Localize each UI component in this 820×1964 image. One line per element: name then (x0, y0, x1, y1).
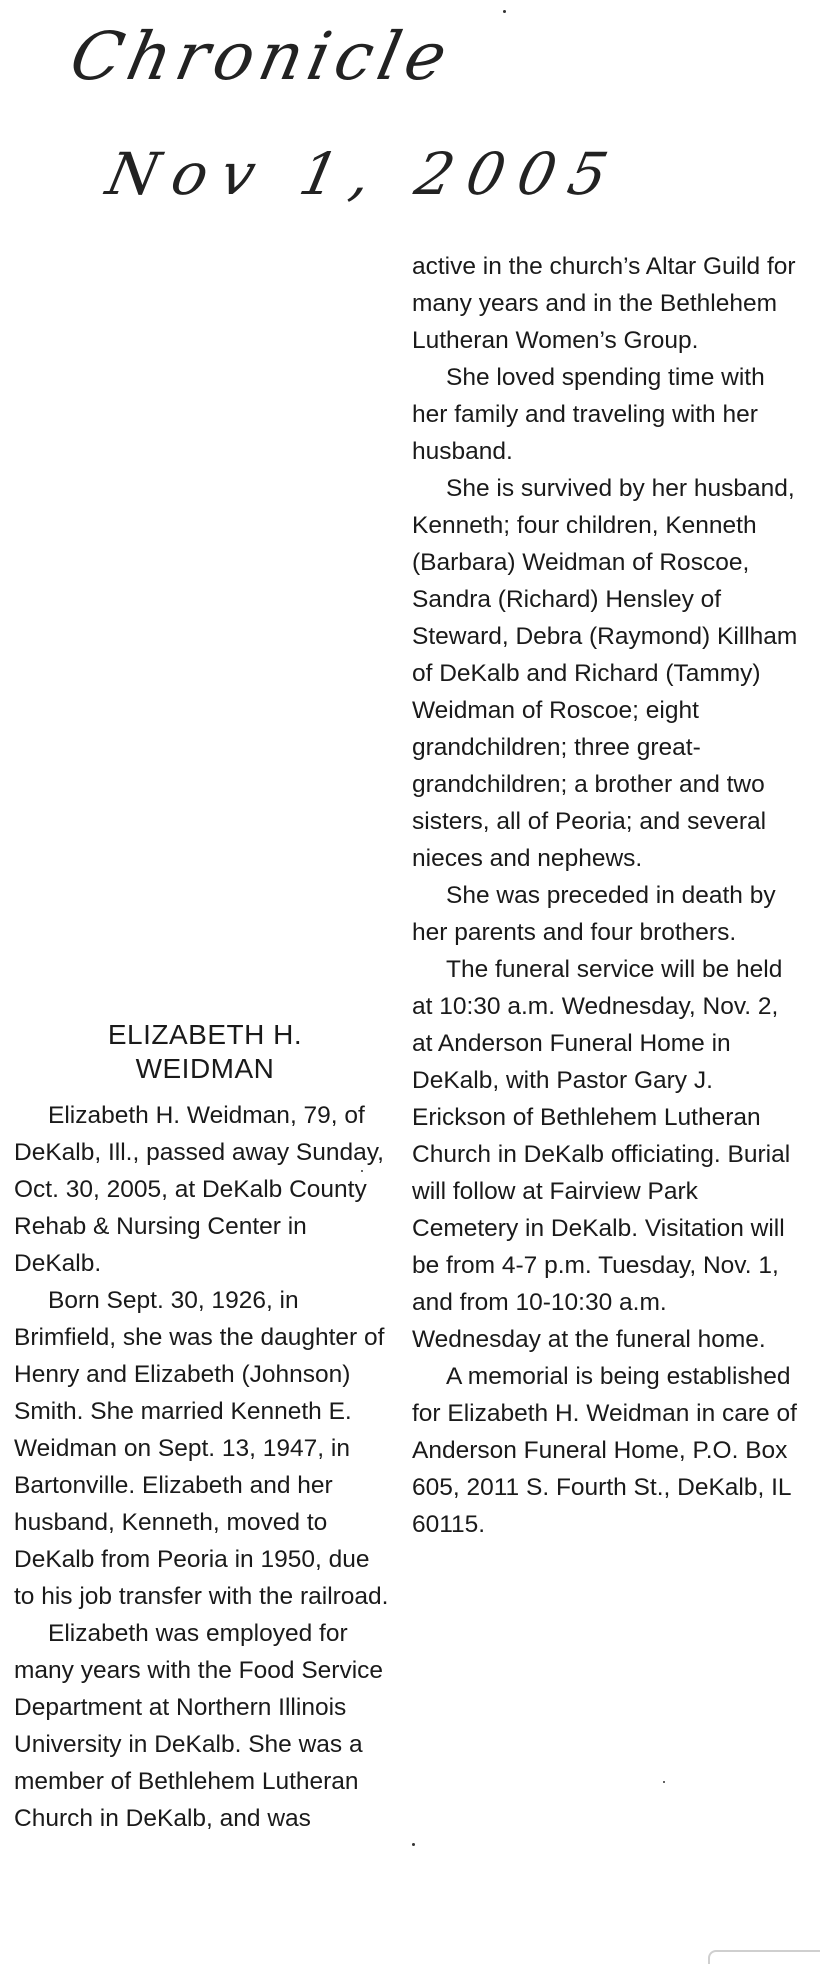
paragraph-survivors: She is survived by her husband, Kenneth; four children, Kenneth (Barbara) Weidman of Roscoe, Sandra (Richard) Hensley of Steward, Debra (Raymond) Killham of DeKalb and Richard (Tammy) Weidman of Roscoe; eight grandchildren; three great-grandchildren; a brother and two sisters, all of Peoria; and several nieces and nephews. (412, 475, 798, 872)
paragraph-preceded: She was preceded in death by her parents and four brothers. (412, 882, 776, 946)
obituary-headline: ELIZABETH H. WEIDMAN (107, 1019, 303, 1084)
paragraph-funeral-service: The funeral service will be held at 10:30 a.m. Wednesday, Nov. 2, at Anderson Funeral Home in DeKalb, with Pastor Gary J. Erickson of Bethlehem Lutheran Church in DeKalb officiating. Burial will follow at Fairview Park Cemetery in DeKalb. Visitation will be from 4-7 p.m. Tuesday, Nov. 1, and from 10-10:30 a.m. Wednesday at the funeral home. (412, 956, 791, 1353)
handwritten-date-note: Nov 1, 2005 (100, 140, 628, 208)
scan-speck (412, 1843, 415, 1846)
paragraph-early-life: Born Sept. 30, 1926, in Brimfield, she was the daughter of Henry and Elizabeth (Johnson) Smith. She married Kenneth E. Weidman on Sept. 13, 1947, in Bartonville. Elizabeth and her husband, Kenneth, moved to DeKalb from Peoria in 1950, due to his job transfer with the railroad. (14, 1287, 389, 1610)
paragraph-church-continued: active in the church’s Altar Guild for many years and in the Bethlehem Lutheran Women’s Group. (412, 253, 796, 354)
scan-speck (503, 10, 506, 13)
paragraph-death-notice: Elizabeth H. Weidman, 79, of DeKalb, Ill., passed away Sunday, Oct. 30, 2005, at DeKalb County Rehab & Nursing Center in DeKalb. (14, 1102, 384, 1277)
paragraph-hobbies: She loved spending time with her family and traveling with her husband. (412, 364, 765, 465)
obituary-left-column (14, 1097, 394, 1837)
scan-speck (663, 1781, 665, 1783)
scan-speck (361, 1170, 363, 1172)
scan-corner-mark (708, 1950, 820, 1964)
paragraph-memorial: A memorial is being established for Elizabeth H. Weidman in care of Anderson Funeral Home, P.O. Box 605, 2011 S. Fourth St., DeKalb, IL 60115. (412, 1363, 797, 1538)
paragraph-employment: Elizabeth was employed for many years with the Food Service Department at Northern Illinois University in DeKalb. She was a member of Bethlehem Lutheran Church in DeKalb, and was (14, 1620, 384, 1832)
obituary-right-column (412, 248, 802, 1543)
handwritten-source-note: Chronicle (63, 18, 460, 95)
